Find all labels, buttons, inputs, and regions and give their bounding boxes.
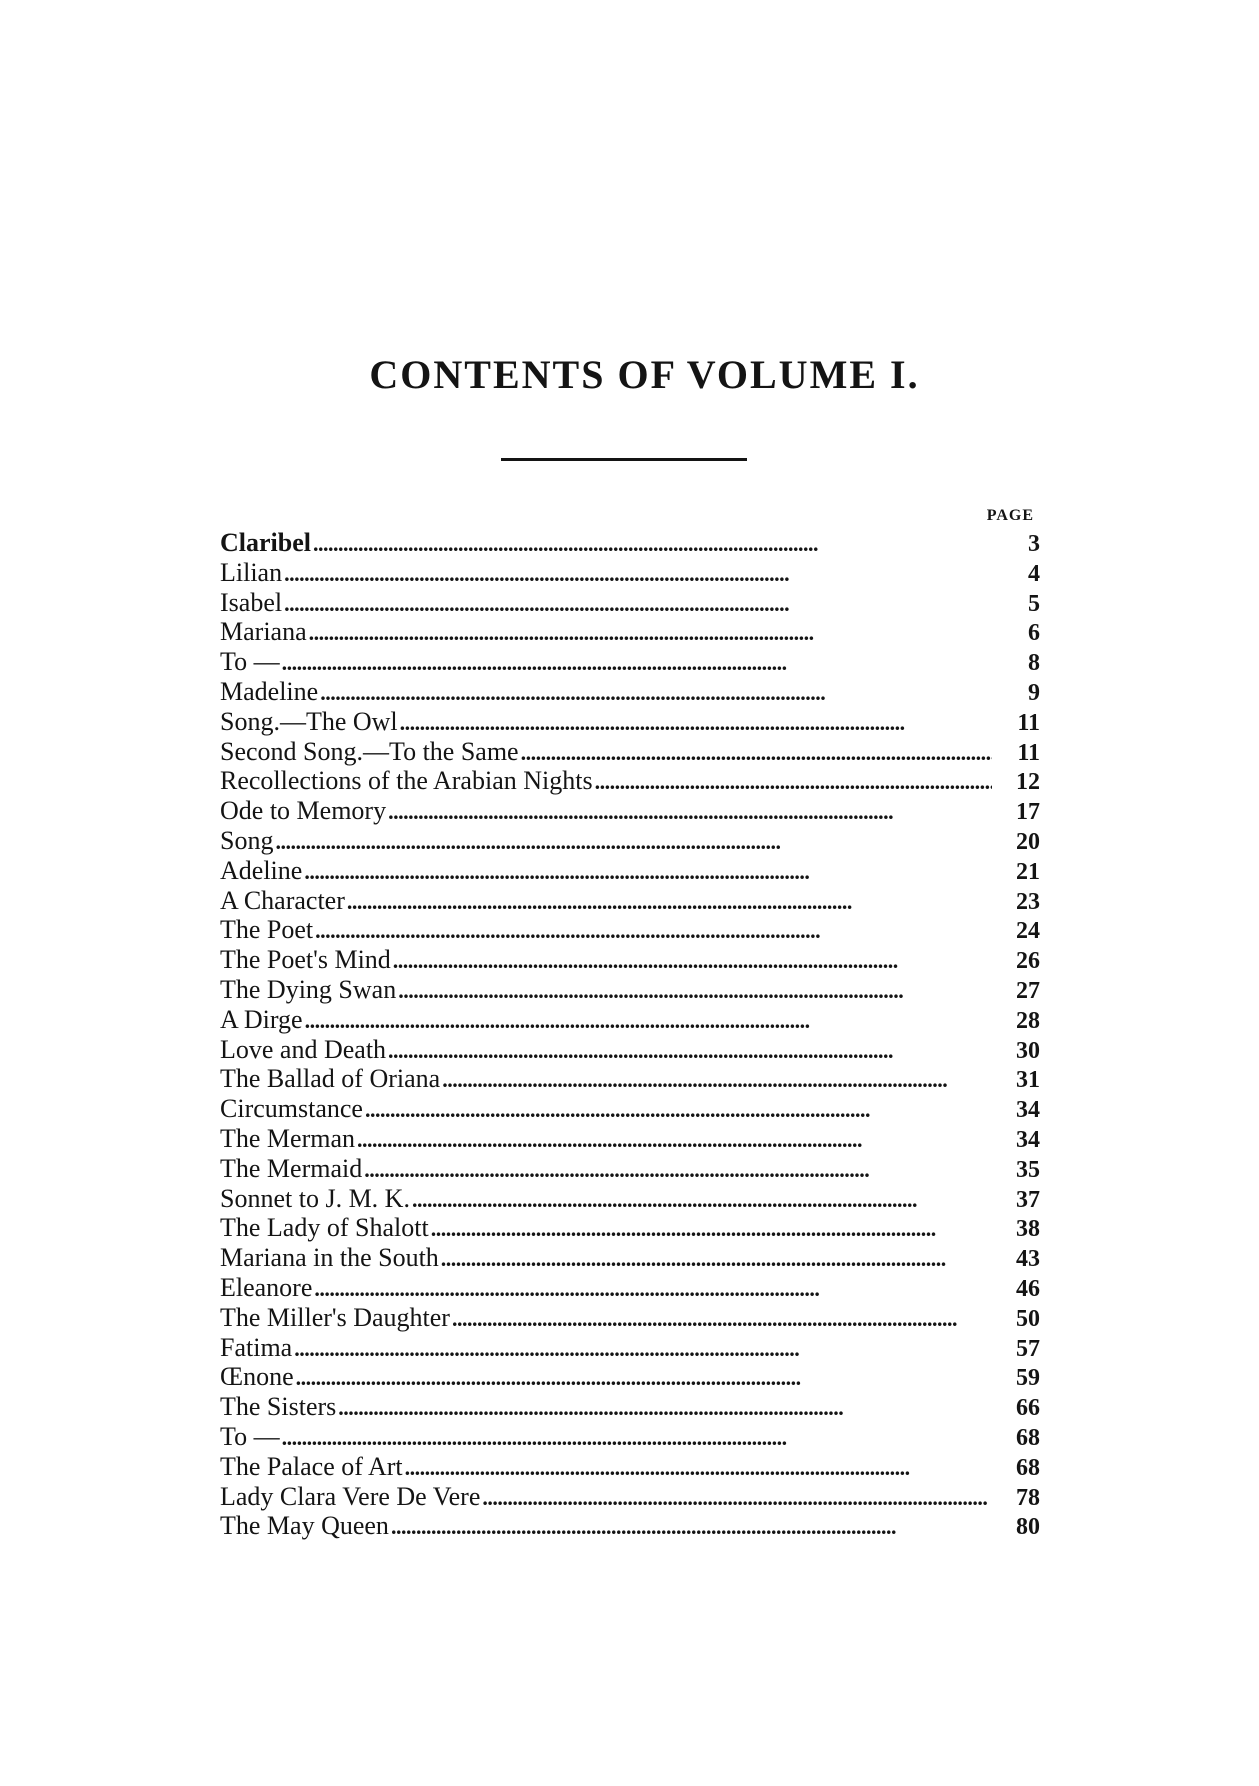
title-rule: [501, 458, 747, 461]
toc-entry-title: A Character: [220, 885, 345, 915]
toc-entry-title: The Mermaid: [220, 1153, 363, 1183]
dot-leader: [305, 1006, 992, 1035]
toc-entry: [220, 528, 1040, 558]
dot-leader: [412, 1185, 992, 1214]
toc-entry-page: 57: [1016, 1335, 1040, 1362]
toc-entry-title: The Poet: [220, 915, 314, 945]
toc-entry-page: 9: [1028, 679, 1040, 706]
toc-entry-page: 20: [1016, 828, 1040, 855]
dot-leader: [364, 1155, 992, 1184]
toc-entry: [220, 1333, 1040, 1363]
toc-entry: [220, 1362, 1040, 1392]
dot-leader: [357, 1125, 992, 1154]
toc-entry-title: Sonnet to J. M. K.: [220, 1183, 410, 1213]
toc-entry-page: 21: [1016, 858, 1040, 885]
dot-leader: [282, 1423, 992, 1452]
toc-entry-page: 4: [1028, 560, 1040, 587]
toc-entry-title: To —: [220, 1421, 280, 1451]
toc-entry-title: The Sisters: [220, 1392, 337, 1422]
toc-entry: [220, 766, 1040, 796]
toc-entry-title: The Merman: [220, 1123, 356, 1153]
toc-entry-title: Recollections of the Arabian Nights: [220, 766, 593, 796]
toc-entry: [220, 1094, 1040, 1124]
toc-entry-page: 80: [1016, 1514, 1040, 1541]
toc-entry: [220, 677, 1040, 707]
dot-leader: [284, 589, 992, 618]
dot-leader: [400, 708, 992, 737]
toc-entry: [220, 1064, 1040, 1094]
toc-entry-title: Ode to Memory: [220, 796, 387, 826]
toc-entry-title: To —: [220, 647, 280, 677]
toc-entry: [220, 1005, 1040, 1035]
toc-entry-page: 8: [1028, 650, 1040, 677]
toc-entry: [220, 647, 1040, 677]
toc-entry-page: 26: [1016, 948, 1040, 975]
toc-entry-page: 31: [1016, 1067, 1040, 1094]
dot-leader: [398, 976, 992, 1005]
toc-entry-page: 23: [1016, 888, 1040, 915]
toc-entry: [220, 1213, 1040, 1243]
dot-leader: [313, 529, 992, 558]
toc-entry-page: 3: [1028, 531, 1040, 557]
toc-entry-page: 28: [1016, 1007, 1040, 1034]
toc-entry-page: 59: [1016, 1365, 1040, 1392]
toc-entry-title: Mariana: [220, 617, 307, 647]
toc-entry-title: Isabel: [220, 587, 283, 617]
dot-leader: [482, 1483, 992, 1512]
toc-entry: [220, 1154, 1040, 1184]
dot-leader: [441, 1244, 992, 1273]
dot-leader: [393, 946, 992, 975]
dot-leader: [442, 1065, 992, 1094]
toc-entry-title: The Poet's Mind: [220, 945, 391, 975]
toc-entry: [220, 886, 1040, 916]
toc-entry: [220, 1184, 1040, 1214]
toc-entry-page: 78: [1016, 1484, 1040, 1511]
toc-entry-title: A Dirge: [220, 1004, 303, 1034]
dot-leader: [595, 767, 992, 796]
toc-entry-title: Song.—The Owl: [220, 706, 398, 736]
toc-entry-title: The Lady of Shalott: [220, 1213, 429, 1243]
toc-entry-page: 38: [1016, 1216, 1040, 1243]
toc-entry: [220, 856, 1040, 886]
page-column-heading: PAGE: [986, 507, 1034, 524]
dot-leader: [388, 1036, 992, 1065]
dot-leader: [320, 678, 992, 707]
toc-entry: [220, 1392, 1040, 1422]
toc-entry-page: 43: [1016, 1246, 1040, 1273]
toc-entry-page: 17: [1016, 799, 1040, 826]
dot-leader: [315, 916, 992, 945]
toc-entry-title: Love and Death: [220, 1034, 387, 1064]
toc-entry-title: The Palace of Art: [220, 1451, 403, 1481]
toc-entry-title: Fatima: [220, 1332, 293, 1362]
dot-leader: [314, 1274, 992, 1303]
toc-entry-page: 12: [1016, 769, 1040, 796]
toc-entry: [220, 558, 1040, 588]
contents-list: [220, 528, 1040, 1541]
toc-entry-page: 50: [1016, 1305, 1040, 1332]
dot-leader: [452, 1304, 992, 1333]
toc-entry-title: Lady Clara Vere De Vere: [220, 1481, 481, 1511]
toc-entry: [220, 796, 1040, 826]
toc-entry-title: The May Queen: [220, 1511, 389, 1541]
toc-entry: [220, 1273, 1040, 1303]
toc-entry-page: 34: [1016, 1126, 1040, 1153]
toc-entry: [220, 1482, 1040, 1512]
toc-entry-title: Lilian: [220, 557, 283, 587]
toc-entry-title: Eleanore: [220, 1272, 313, 1302]
dot-leader: [521, 738, 992, 767]
toc-entry: [220, 1511, 1040, 1541]
dot-leader: [309, 618, 992, 647]
toc-entry: [220, 1422, 1040, 1452]
toc-entry-title: Circumstance: [220, 1094, 363, 1124]
toc-entry: [220, 975, 1040, 1005]
toc-entry-page: 5: [1028, 590, 1040, 617]
toc-entry-title: The Dying Swan: [220, 974, 397, 1004]
toc-entry-page: 66: [1016, 1395, 1040, 1422]
toc-entry: [220, 1035, 1040, 1065]
toc-entry-title: Madeline: [220, 676, 319, 706]
toc-entry: [220, 1452, 1040, 1482]
toc-entry-page: 27: [1016, 977, 1040, 1004]
toc-entry: [220, 588, 1040, 618]
toc-entry: [220, 707, 1040, 737]
toc-entry-page: 35: [1016, 1156, 1040, 1183]
dot-leader: [347, 887, 992, 916]
dot-leader: [391, 1512, 992, 1541]
dot-leader: [405, 1453, 992, 1482]
toc-entry-page: 68: [1016, 1424, 1040, 1451]
toc-entry-page: 46: [1016, 1275, 1040, 1302]
toc-entry-title: Claribel: [220, 528, 311, 557]
toc-entry-title: Mariana in the South: [220, 1243, 439, 1273]
toc-entry-page: 24: [1016, 918, 1040, 945]
toc-entry: [220, 1303, 1040, 1333]
toc-entry-title: Song: [220, 825, 274, 855]
toc-entry-page: 34: [1016, 1097, 1040, 1124]
toc-entry-title: Second Song.—To the Same: [220, 736, 519, 766]
dot-leader: [294, 1334, 992, 1363]
toc-entry-page: 11: [1017, 739, 1040, 766]
dot-leader: [284, 559, 992, 588]
dot-leader: [275, 827, 992, 856]
toc-entry-page: 6: [1028, 620, 1040, 647]
toc-entry-title: Œnone: [220, 1362, 294, 1392]
dot-leader: [365, 1095, 992, 1124]
toc-entry: [220, 1124, 1040, 1154]
dot-leader: [431, 1214, 992, 1243]
toc-entry: [220, 826, 1040, 856]
toc-entry: [220, 915, 1040, 945]
toc-entry: [220, 737, 1040, 767]
toc-entry-page: 11: [1017, 709, 1040, 736]
dot-leader: [296, 1363, 992, 1392]
dot-leader: [304, 857, 992, 886]
toc-entry-title: The Ballad of Oriana: [220, 1064, 441, 1094]
toc-entry-title: Adeline: [220, 855, 303, 885]
dot-leader: [338, 1393, 992, 1422]
toc-entry: [220, 617, 1040, 647]
toc-entry: [220, 1243, 1040, 1273]
dot-leader: [388, 797, 992, 826]
toc-entry: [220, 945, 1040, 975]
toc-entry-page: 30: [1016, 1037, 1040, 1064]
page-title: CONTENTS OF VOLUME I.: [369, 352, 920, 397]
toc-entry-page: 68: [1016, 1454, 1040, 1481]
toc-entry-page: 37: [1016, 1186, 1040, 1213]
toc-entry-title: The Miller's Daughter: [220, 1302, 450, 1332]
dot-leader: [282, 648, 992, 677]
